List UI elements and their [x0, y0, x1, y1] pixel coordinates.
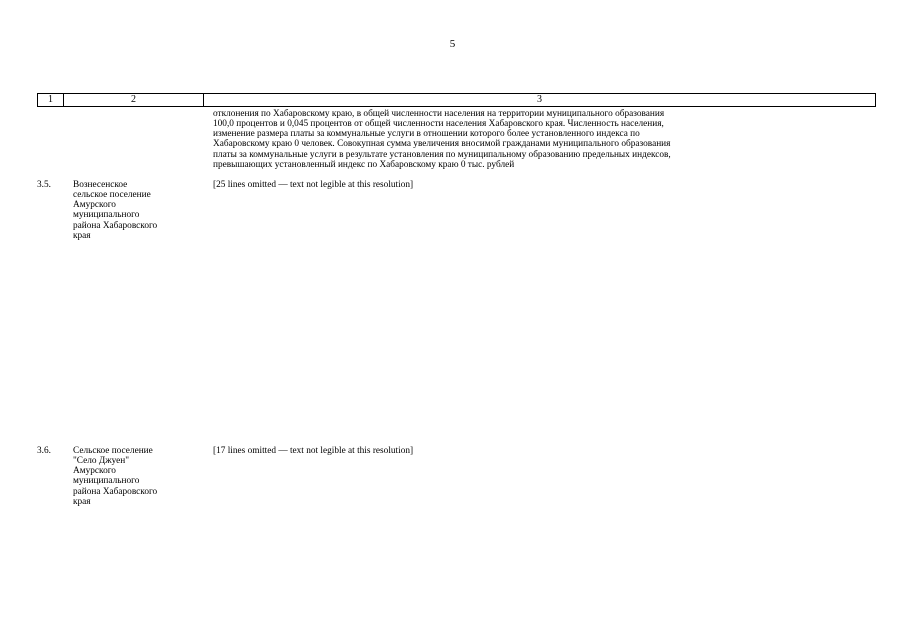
municipality-name: [73, 446, 213, 507]
municipality-name-line: Сельское поселение: [73, 446, 153, 456]
description-line: [25 lines omitted — text not legible at this resolution]: [213, 180, 414, 190]
municipality-name-line: края: [73, 496, 91, 507]
description-line: превышающих установленный индекс по Хабаровскому краю 0 тыс. рублей: [213, 159, 515, 170]
page-number: 5: [449, 38, 456, 50]
municipality-name-line: сельское поселение: [73, 190, 151, 201]
row-description: [213, 109, 875, 170]
row-description: [213, 180, 875, 190]
description-line: изменение размера платы за коммунальные услуги в отношении которого более установленного индекса по: [213, 129, 640, 140]
row-number: 3.5.: [37, 180, 51, 190]
municipality-name-line: района Хабаровского: [73, 220, 158, 231]
description-line: платы за коммунальные услуги в результате установления по муниципальному образованию предельных индексов,: [213, 149, 671, 160]
description-line: [17 lines omitted — text not legible at this resolution]: [213, 446, 414, 456]
municipality-name-line: Вознесенское: [73, 180, 128, 190]
column-header-2: 2: [64, 94, 204, 107]
description-line: 100,0 процентов и 0,045 процентов от общей численности населения Хабаровского края. Численность населения,: [213, 119, 664, 130]
municipality-name-line: Амурского: [73, 200, 116, 211]
description-line: Хабаровскому краю 0 человек. Совокупная сумма увеличения вносимой гражданами муниципального образования: [213, 139, 671, 150]
municipality-name-line: муниципального: [73, 210, 140, 221]
municipality-name: [73, 180, 213, 241]
municipality-name-line: Амурского: [73, 466, 116, 477]
row-number: 3.6.: [37, 446, 51, 456]
column-header-table: [37, 93, 876, 107]
municipality-name-line: края: [73, 230, 91, 241]
municipality-name-line: муниципального: [73, 476, 140, 487]
row-description: [213, 446, 875, 456]
column-header-1: 1: [38, 94, 64, 107]
municipality-name-line: "Село Джуен": [73, 456, 130, 467]
description-line: отклонения по Хабаровскому краю, в общей численности населения на территории муниципального образования: [213, 109, 665, 119]
column-header-3: 3: [204, 94, 876, 107]
municipality-name-line: района Хабаровского: [73, 486, 158, 497]
